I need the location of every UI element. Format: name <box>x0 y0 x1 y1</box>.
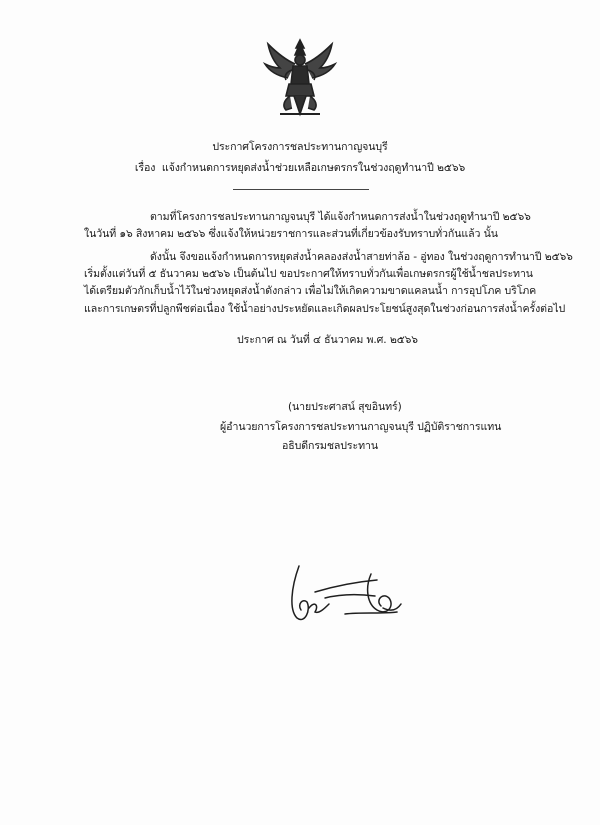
paragraph-2-line-1: ดังนั้น จึงขอแจ้งกำหนดการหยุดส่งน้ำคลองส่งน้ำสายท่าล้อ - อู่ทอง ในช่วงฤดูการทำนาปี ๒๕๖๖ <box>150 251 573 263</box>
subject-text: แจ้งกำหนดการหยุดส่งน้ำช่วยเหลือเกษตรกรในช่วงฤดูทำนาปี ๒๕๖๖ <box>161 162 466 174</box>
paragraph-1-line-2: ในวันที่ ๑๖ สิงหาคม ๒๕๖๖ ซึ่งแจ้งให้หน่วยราชการและส่วนที่เกี่ยวข้องรับทราบทั่วกันแล้ว นั้น <box>84 228 498 240</box>
garuda-emblem-icon <box>262 38 338 118</box>
signer-position-line-1: ผู้อำนวยการโครงการชลประทานกาญจนบุรี ปฏิบัติราชการแทน <box>220 421 502 433</box>
subject-label: เรื่อง <box>134 162 156 174</box>
signer-name: (นายประศาสน์ สุขอินทร์) <box>288 401 402 413</box>
paragraph-1-line-1: ตามที่โครงการชลประทานกาญจนบุรี ได้แจ้งกำหนดการส่งน้ำในช่วงฤดูทำนาปี ๒๕๖๖ <box>150 211 531 223</box>
paragraph-2-line-4: และการเกษตรที่ปลูกพืชต่อเนื่อง ใช้น้ำอย่างประหยัดและเกิดผลประโยชน์สูงสุดในช่วงก่อนการส่งน้ำครั้งต่อไป <box>84 303 566 315</box>
announcement-date: ประกาศ ณ วันที่ ๔ ธันวาคม พ.ศ. ๒๕๖๖ <box>237 334 418 346</box>
paragraph-2-line-3: ได้เตรียมตัวกักเก็บน้ำไว้ในช่วงหยุดส่งน้ำดังกล่าว เพื่อไม่ให้เกิดความขาดแคลนน้ำ การอุปโภค บริโภค <box>84 285 537 297</box>
title-divider <box>233 189 369 190</box>
announcement-subject <box>0 161 600 175</box>
signer-position-line-2: อธิบดีกรมชลประทาน <box>282 440 378 452</box>
announcement-title: ประกาศโครงการชลประทานกาญจนบุรี <box>212 141 388 153</box>
paragraph-2-line-2: เริ่มตั้งแต่วันที่ ๕ ธันวาคม ๒๕๖๖ เป็นต้นไป ขอประกาศให้ทราบทั่วกันเพื่อเกษตรกรผู้ใช้น้ำชลประทาน <box>84 268 533 280</box>
handwritten-signature <box>285 558 410 633</box>
